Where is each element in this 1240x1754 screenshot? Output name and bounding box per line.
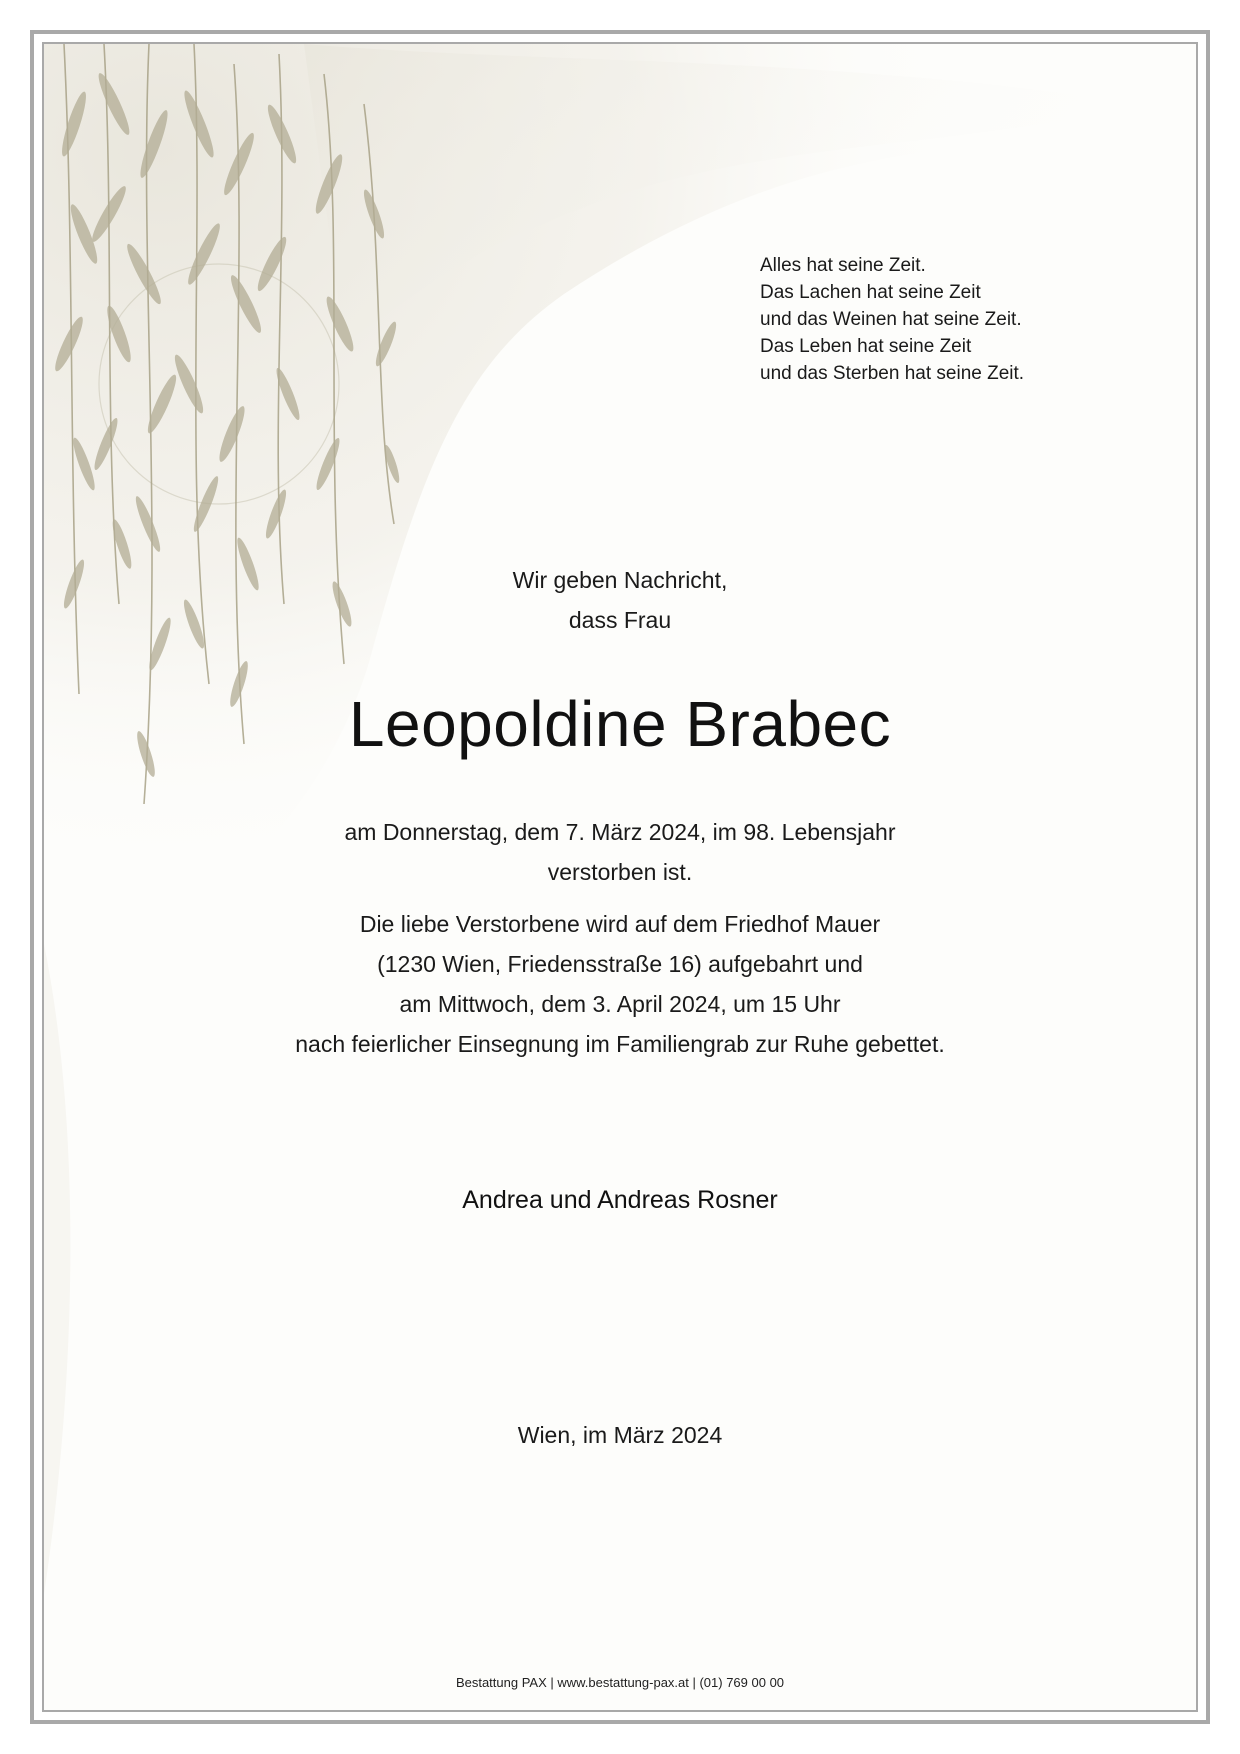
intro-line: Wir geben Nachricht, bbox=[512, 567, 728, 593]
funeral-home-footer: Bestattung PAX | www.bestattung-pax.at | (01) 769 00 00 bbox=[455, 1675, 785, 1690]
quote-line: und das Weinen hat seine Zeit. bbox=[760, 309, 1022, 330]
deceased-name: Leopoldine Brabec bbox=[348, 688, 892, 760]
place-and-date: Wien, im März 2024 bbox=[517, 1422, 723, 1448]
announcement-intro bbox=[46, 560, 1194, 640]
mourners-names: Andrea und Andreas Rosner bbox=[462, 1186, 778, 1214]
death-line: verstorben ist. bbox=[547, 859, 693, 885]
quote-line: und das Sterben hat seine Zeit. bbox=[760, 363, 1025, 384]
death-line: am Donnerstag, dem 7. März 2024, im 98. Lebensjahr bbox=[344, 819, 896, 845]
quote-line: Alles hat seine Zeit. bbox=[760, 255, 926, 276]
burial-line: Die liebe Verstorbene wird auf dem Friedhof Mauer bbox=[359, 911, 881, 937]
quote-line: Das Lachen hat seine Zeit bbox=[760, 282, 981, 303]
intro-line: dass Frau bbox=[568, 607, 672, 633]
burial-line: nach feierlicher Einsegnung im Familiengrab zur Ruhe gebettet. bbox=[295, 1031, 945, 1057]
burial-line: (1230 Wien, Friedensstraße 16) aufgebahrt und bbox=[377, 951, 863, 977]
burial-line: am Mittwoch, dem 3. April 2024, um 15 Uhr bbox=[399, 991, 841, 1017]
burial-details bbox=[46, 904, 1194, 1064]
quote-line: Das Leben hat seine Zeit bbox=[760, 336, 972, 357]
death-details bbox=[46, 812, 1194, 892]
quote-verse bbox=[760, 252, 1024, 387]
